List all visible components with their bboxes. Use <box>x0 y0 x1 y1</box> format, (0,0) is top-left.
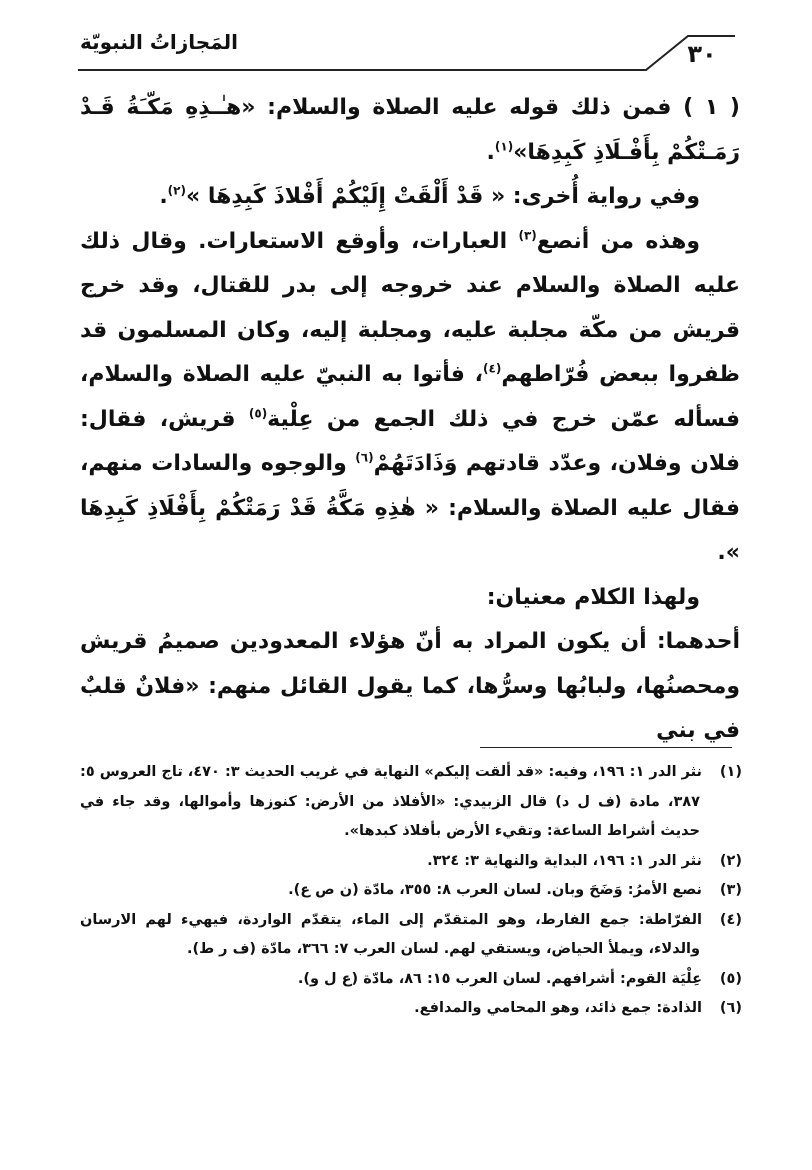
footnote-ref: (٤) <box>483 361 502 376</box>
paragraph-2: وفي رواية أُخرى: « قَدْ أَلْقَتْ إِلَيْكُمْ أَفْلاذَ كَبِدِهَا »$^{(٢)}$. <box>159 183 700 209</box>
paragraph-text: العبارات، وأوقع الاستعارات. وقال ذلك عليه الصلاة والسلام عند خروجه إلى بدر للقتال، وقد خرج قريش من مكّة مجلبة عليه، ومجلبة إليه، وكان المسلمون قد ظفروا ببعض فُرّاطهم <box>80 228 740 387</box>
footnote-separator <box>480 747 732 748</box>
paragraph-text: أن يكون المراد به أنّ هؤلاء المعدودين صميمُ قريش ومحصنُها، ولبابُها وسرُّها، كما يقول القائل منهم: «فلانٌ قلبٌ في بني <box>80 629 740 743</box>
paragraph-text: قريش، فقال: فلان وفلان، وعدّد قادتهم وَذَادَتَهُمْ <box>80 406 740 476</box>
running-header-title: المَجازاتُ النبويّة <box>80 30 238 54</box>
footnote-item <box>80 994 742 1024</box>
footnote-number: (٥) <box>719 970 742 987</box>
footnote-ref: (٢) <box>167 183 186 198</box>
footnote-ref: (٥) <box>248 406 268 421</box>
footnote-text: نثر الدر ١: ١٩٦، وفيه: «قد ألقت إليكم» النهاية في غريب الحديث ٣: ٤٧٠، تاج العروس ٥: ٣٨٧، مادة (ف ل د) قال الزبيدي: «الأفلاذ من الأرض: كنوزها وأموالها، وقد جاء في حديث أشراط الساعة: وتقيء الأرض بأفلاذ كبدها». <box>80 764 702 839</box>
footnote-number: (٣) <box>719 882 742 898</box>
footnote-item <box>80 876 742 906</box>
footnote-ref: (١) <box>494 139 514 154</box>
footnote-item <box>80 965 742 995</box>
footnote-ref: (٣) <box>518 228 537 243</box>
page-number: ٣٠ <box>687 40 717 68</box>
footnote-text: الذادة: جمع ذائد، وهو المحامي والمدافع. <box>414 1000 702 1016</box>
footnote-ref: (٦) <box>355 450 374 465</box>
footnote-text: عِلْيَة القوم: أشرافهم. لسان العرب ١٥: ٨٦، مادّة (ع ل و). <box>297 970 702 987</box>
footnote-number: (١) <box>719 764 742 780</box>
paragraph-3 <box>80 220 740 576</box>
paragraph-text: فمن ذلك قوله عليه الصلاة والسلام: «هـٰـذِهِ مَكّـَةُ قَـدْ رَمَـتْكُمْ بِأَفْـلَاذِ كَبِدِهَا» <box>80 95 740 165</box>
footnote-item <box>80 906 742 965</box>
paragraph-text: والوجوه والسادات منهم، فقال عليه الصلاة والسلام: « هٰذِهِ مَكَّةُ قَدْ رَمَتْكُمْ بِأَفْلَاذِ كَبِدِهَا ». <box>80 451 740 565</box>
footnote-item <box>80 847 742 877</box>
paragraph-text: وفي رواية أُخرى: « قَدْ أَلْقَتْ إِلَيْكُمْ أَفْلاذَ كَبِدِهَا » <box>185 184 700 209</box>
main-text <box>80 86 740 754</box>
footnote-number: (٢) <box>719 852 742 869</box>
footnote-text: الفرّاطة: جمع الفارط، وهو المتقدّم إلى الماء، يتقدّم الواردة، فيهيء لهم الارسان والدلاء، ويملأ الحياض، ويستقي لهم. لسان العرب ٧: ٣٦٦، مادّة (ف ر ط). <box>80 911 702 957</box>
footnote-text: نصع الأمرُ: وَضَحَ وبان. لسان العرب ٨: ٣٥٥، مادّة (ن ص ع). <box>288 882 702 898</box>
footnote-number: (٦) <box>719 1000 742 1016</box>
footnote-number: (٤) <box>719 911 742 928</box>
paragraph-lead: أحدهما: <box>656 629 740 654</box>
paragraph-text: وهذه من أنصع <box>536 228 700 254</box>
paragraph-1: ( ١ ) فمن ذلك قوله عليه الصلاة والسلام: «هـٰـذِهِ مَكّـَةُ قَـدْ رَمَـتْكُمْ بِأَفْـلَاذِ كَبِدِهَا»$^{(١)}$. <box>80 95 740 165</box>
footnote-item <box>80 758 742 847</box>
paragraph-4: ولهذا الكلام معنيان: <box>486 584 700 610</box>
item-label: ( ١ ) <box>683 95 740 120</box>
footnote-text: نثر الدر ١: ١٩٦، البداية والنهاية ٣: ٣٢٤. <box>427 852 702 869</box>
paragraph-text: ، فأتوا به النبيّ عليه الصلاة والسلام، فسأله عمّن خرج في ذلك الجمع من عِلْية <box>80 362 740 432</box>
footnotes <box>80 758 742 1024</box>
paragraph-5 <box>80 620 740 754</box>
